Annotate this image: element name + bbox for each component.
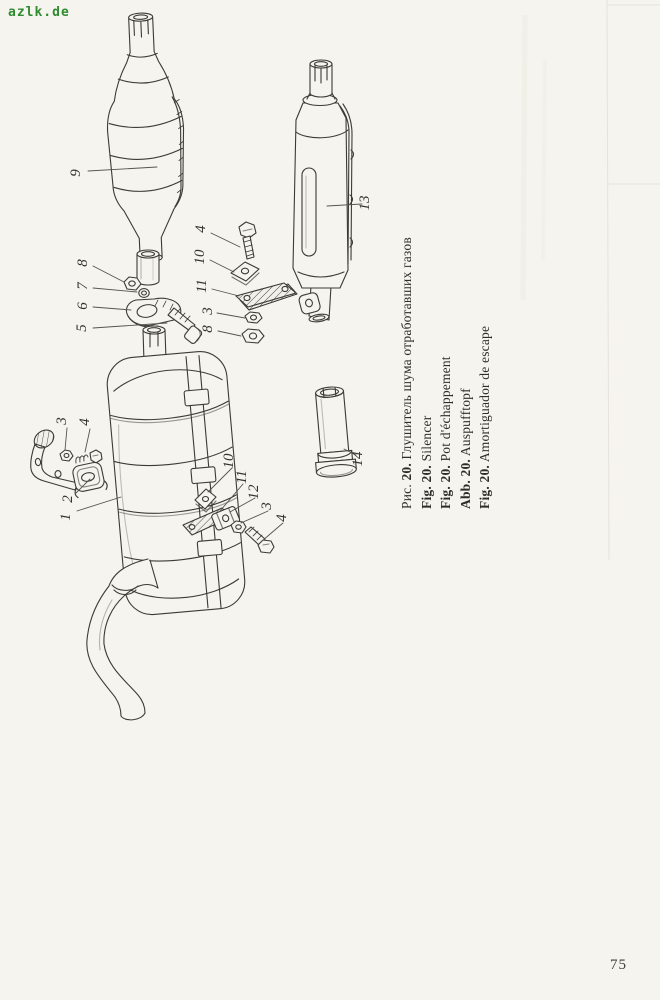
part-label-4c: 4 <box>274 514 290 522</box>
caption-prefix: Fig. <box>438 486 453 509</box>
part-label-12: 12 <box>246 484 262 500</box>
part-label-4b: 4 <box>77 418 93 426</box>
part-3-nut-right <box>231 521 246 533</box>
caption-prefix: Abb. <box>457 480 473 509</box>
caption-line-en <box>417 237 437 509</box>
part-4-bolt-right <box>245 527 274 553</box>
caption-prefix: Fig. <box>477 486 492 509</box>
caption-line-ru <box>397 237 417 509</box>
part-3-nut-mid <box>245 312 262 323</box>
caption-number: 20. <box>399 463 414 481</box>
part-8-nut-mid <box>242 329 264 343</box>
caption-text: Глушитель шума отработавших газов <box>399 237 414 460</box>
part-label-2: 2 <box>60 495 76 503</box>
part-label-3: 3 <box>200 307 216 315</box>
watermark: azlk.de <box>8 5 70 20</box>
caption-text: Auspufftopf <box>457 388 473 457</box>
part-9-resonator <box>102 11 189 263</box>
part-label-7: 7 <box>75 282 91 290</box>
part-5-bolt <box>168 308 203 345</box>
part-label-3c: 3 <box>259 502 275 510</box>
part-label-1: 1 <box>58 513 74 521</box>
bleed-through <box>523 0 660 560</box>
part-3-nut-bracket <box>60 450 73 461</box>
caption-text: Silencer <box>418 415 434 462</box>
part-label-10b: 10 <box>221 453 237 469</box>
caption-line-fr <box>436 237 456 509</box>
part-label-8b: 8 <box>75 259 91 267</box>
part-label-8: 8 <box>200 325 216 333</box>
part-label-3b: 3 <box>54 417 70 425</box>
part-10-plate-mid <box>231 262 259 285</box>
caption-text: Amortiguador de escape <box>477 325 492 463</box>
part-label-6: 6 <box>75 302 91 310</box>
caption-text: Pot d'échappement <box>438 356 453 462</box>
muffler-tailpipe <box>87 559 161 720</box>
part-label-4: 4 <box>193 225 209 233</box>
caption-prefix: Рис. <box>399 484 414 509</box>
page-number: 75 <box>610 957 627 973</box>
part-2-clamp <box>70 461 109 498</box>
part-label-11b: 11 <box>234 470 250 484</box>
part-label-10: 10 <box>192 249 208 265</box>
part-label-9: 9 <box>68 169 84 177</box>
exhaust-sleeve <box>137 250 159 285</box>
part-label-11: 11 <box>194 279 210 293</box>
caption-line-es <box>475 237 495 509</box>
caption-number: 20. <box>438 465 453 483</box>
part-4-bolt-bracket <box>76 450 102 463</box>
part-4-bolt-mid <box>239 222 256 259</box>
caption-number: 20. <box>418 465 434 483</box>
part-13-rear-silencer <box>293 60 354 323</box>
part-label-5: 5 <box>74 324 90 332</box>
caption-number: 20. <box>477 465 492 483</box>
caption-number: 20. <box>457 458 473 477</box>
part-label-13: 13 <box>357 195 373 211</box>
caption-line-de <box>456 237 476 509</box>
part-7-washer <box>139 289 149 298</box>
figure-caption <box>397 237 497 509</box>
part-label-14: 14 <box>350 451 366 467</box>
caption-prefix: Fig. <box>418 486 434 509</box>
